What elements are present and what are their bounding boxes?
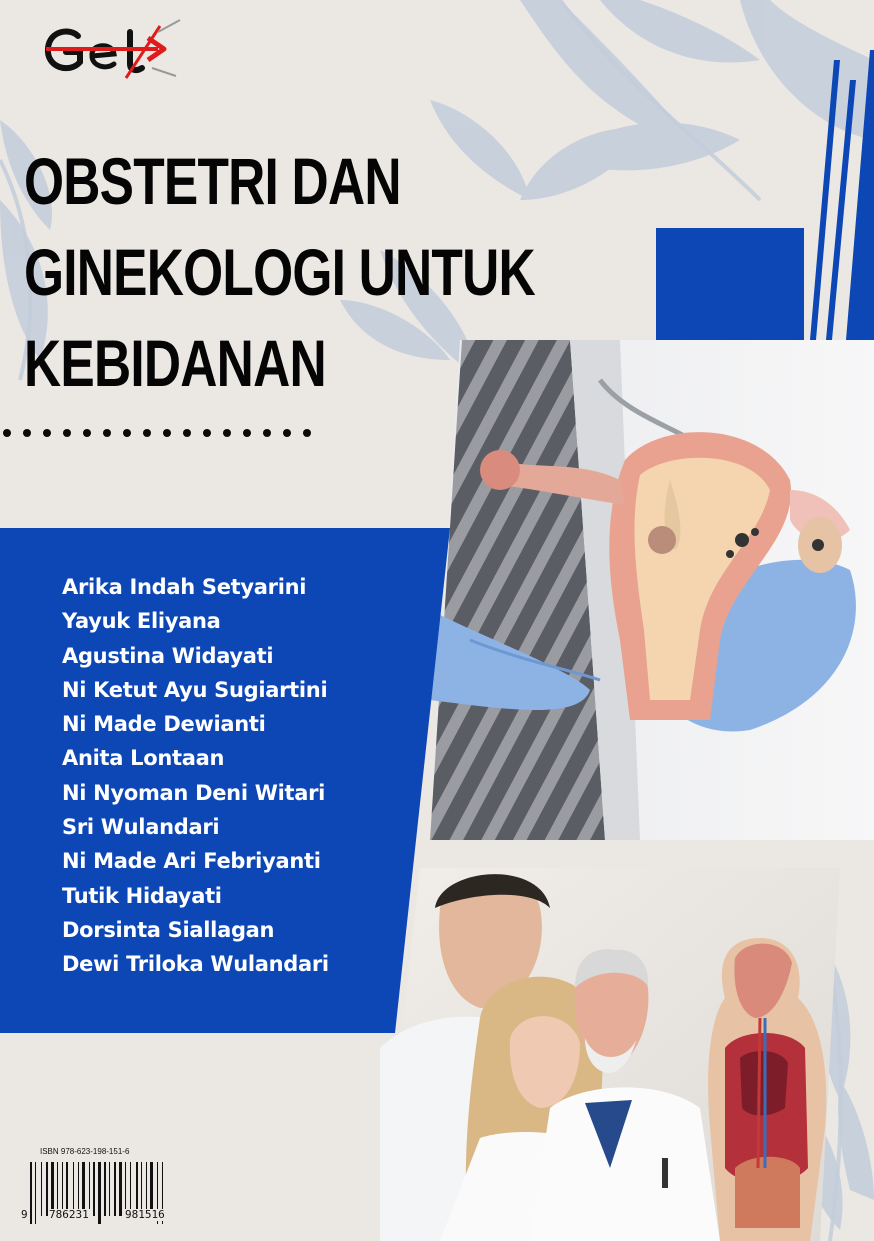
author-name: Dewi Triloka Wulandari [62,952,329,977]
barcode-digits-left: 786231 [49,1208,89,1221]
title-line-3: KEBIDANAN [24,326,326,400]
barcode-digits-right: 981516 [125,1208,165,1221]
author-name: Yayuk Eliyana [62,609,221,634]
isbn-label: ISBN 978-623-198-151-6 [40,1147,130,1156]
author-list [62,570,329,982]
author-name: Ni Nyoman Deni Witari [62,780,326,805]
top-photo-uterus-model [430,340,874,840]
author-name: Tutik Hidayati [62,883,222,908]
author-name: Agustina Widayati [62,643,274,668]
author-name: Ni Ketut Ayu Sugiartini [62,677,328,702]
isbn-barcode [20,1140,200,1230]
blue-accent-stripes [810,50,874,350]
title-line-1: OBSTETRI DAN [24,144,401,218]
dotted-divider [0,426,330,440]
title-line-2: GINEKOLOGI UNTUK [24,235,535,309]
author-name: Anita Lontaan [62,746,225,771]
author-name: Dorsinta Siallagan [62,917,275,942]
barcode-digit-first: 9 [21,1208,28,1221]
author-name: Arika Indah Setyarini [62,575,307,599]
author-name: Sri Wulandari [62,815,220,840]
author-name: Ni Made Ari Febriyanti [62,849,321,874]
publisher-logo-icon [40,18,190,84]
book-title [24,136,535,409]
author-name: Ni Made Dewianti [62,712,266,737]
